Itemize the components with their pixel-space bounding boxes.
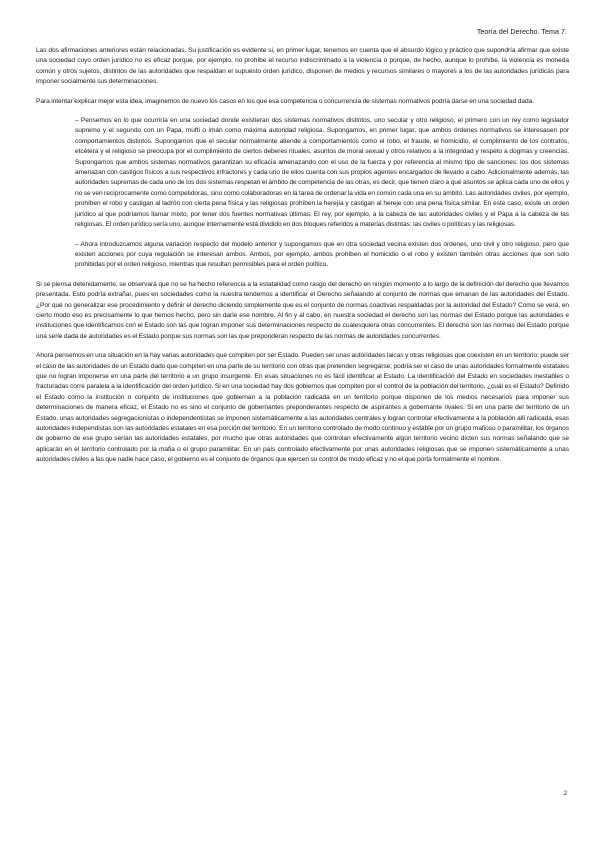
page-number: 2 [563, 790, 567, 797]
paragraph-case-variation: – Ahora introduzcamos alguna variación respecto del modelo anterior y supongamos que en otra sociedad vecina existen dos órdenes, uno civil y otro religioso, pero que existen acciones por cuya regulación se interesan ambos. Ambos, por ejemplo, ambos prohíben el homicidio o el robo y existen también otras acciones que son solo prohibidas por el orden religioso, mientras que resultan permisibles para el orden político. [75, 240, 569, 269]
paragraph-statehood: Si se piensa detenidamente, se observará que no se ha hecho referencia a la estatalidad como rasgo del derecho en ningún momento a lo largo de la definición del derecho que llevamos presentada. Esto podría extrañar, pues en sociedades como la nuestra tendemos a identificar el Derecho señalando al conjunto de normas que emanan de las autoridades del Estado. ¿Por qué no generalizar ese procedimiento y definir el derecho diciendo simplemente que es el conjunto de normas coactivas respaldadas por la autoridad del Estado? Como se verá, en cierto modo eso es precisamente lo que hemos hecho, pero sin darle ese nombre. Al fin y al cabo, en nuestra sociedad el derecho son las normas del Estado porque las autoridades e instituciones que identificamos con el Estado son las que logran imponer sus determinaciones respecto de cualesquiera otras concurrentes. El derecho son las normas del Estado porque una serie dada de autoridades es el Estado porque sus normas son las que preponderan respecto de las normas de autoridades concurrentes. [36, 280, 569, 340]
paragraph-competing-authorities: Ahora pensemos en una situación en la hay varias autoridades que compiten por ser Estado. Pueden ser unas autoridades laicas y otras religiosas que coexisten en un territorio; puede ser el caso de las autoridades de un Estado dado que compiten en una parte de su territorio con otras que pretenden segregarse; podría ser el caso de unas autoridades formalmente estatales que no logran imponerse en una parte del territorio a un grupo insurgente. En esas situaciones no es fácil identificar al Estado. La identificación del Estado en sociedades inestables o fracturadas corre paralela a la identificación del orden jurídico. Si en una sociedad hay dos gobiernos que compiten por el control de la población del territorio, ¿cuál es el Estado? Definido el Estado como la institución o conjunto de instituciones que gobiernan a la población radicada en un territorio porque disponen de los medios necesarios para imponer sus determinaciones de manera eficaz, el Estado no es sino el conjunto de gobernantes preponderantes respecto de aspirantes a gobernante rivales. Si en una parte del territorio de un Estado, unas autoridades segregacionistas o independentistas se imponen sistemáticamente a las autoridades centrales y logran controlar efectivamente a la población allí radicada, esas autoridades independistas son las autoridades estatales en esa porción del territorio. En un territorio controlado de modo continuo y estable por un grupo mafioso o paramilitar, los órganos de gobierno de ese grupo serían las autoridades estatales, por mucho que otras autoridades que controlan efectivamente algún territorio vecino dicten sus normas señalando que se aplicarán en el territorio controlado por la mafia o el grupo paramilitar. En un país controlado efectivamente por unas autoridades religiosas que se imponen sistemáticamente a unas autoridades civiles a las que nadie hace caso, el gobierno es el conjunto de órganos que ejercen su control de modo eficaz y no el que porta formalmente el nombre. [36, 352, 569, 464]
document-body [36, 46, 569, 475]
paragraph-case-mixed-order: – Pensemos en lo que ocurriría en una sociedad donde existieran dos sistemas normativos distintos, uno secular y otro religioso, el primero con un rey como legislador supremo y el segundo con un Papa, mufti o imán como máxima autoridad religiosa. Supongamos, en primer lugar, que ambos órdenes normativos se interesasen por comportamientos distintos. Supongamos que el secular normalmente atiende a comportamientos como el robo, el fraude, el homicidio, el cumplimiento de los contratos, etcétera y el religioso se preocupa por el cumplimiento de ciertos deberes rituales, asuntos de moral sexual y otros relativos a la integridad y respeto a dogmas y creencias. Supongamos que ambos sistemas normativos garantizan su eficacia amenazando con el uso de la fuerza y por referencia al mismo tipo de sanciones: los dos sistemas amenazan con castigos físicos a sus respectivos infractores y cada uno de ellos cuenta con sus propios agentes encargados de llevarlo a cabo. Adicionalmente además, las autoridades supremas de cada uno de los dos sistemas respetan el ámbito de competencia de las otras, es decir, que tienen claro a qué asuntos se aplica cada uno de ellos y no se ven recíprocamente como competidoras, sino como colaboradoras en la tarea de ordenar la vida en común cada una en su ámbito. Las autoridades civiles, por ejemplo, prohíben el robo y castigan al ladrón con cierta pena física y las religiosas prohíben la herejía y castigan al hereje con una pena física similar. En este caso, existe un orden jurídico al que podríamos llamar mixto, por tener dos fuentes normativas últimas: El rey, por ejemplo, a la cabeza de las autoridades civiles y el Papa a la cabeza de las religiosas. El orden jurídico sería uno, aunque internamente está dividido en dos bloques referidos a materias distintas: las civiles o políticas y las religiosas. [75, 117, 569, 229]
paragraph-intro: Las dos afirmaciones anteriores están relacionadas. Su justificación es evidente si, en primer lugar, tenemos en cuenta que el absurdo lógico y práctico que supondría afirmar que existe una sociedad cuyo orden jurídico no es eficaz porque, por ejemplo, no prohíbe el recurso indiscriminado a la violencia o porque, de hecho, aunque lo prohíbe, la violencia es moneda común y otros sujetos, distintos de las autoridades que respaldan el supuesto orden jurídico, disponen de medios y recursos similares o mayores a los de las autoridades jurídicas para imponer socialmente sus determinaciones. [36, 47, 569, 86]
page-header: Teoría del Derecho. Tema 7. [476, 27, 567, 36]
paragraph-explanation: Para intentar explicar mejor esta idea, imaginemos de nuevo los casos en los que esa competencia o concurrencia de sistemas normativos podría darse en una sociedad dada. [36, 97, 534, 105]
